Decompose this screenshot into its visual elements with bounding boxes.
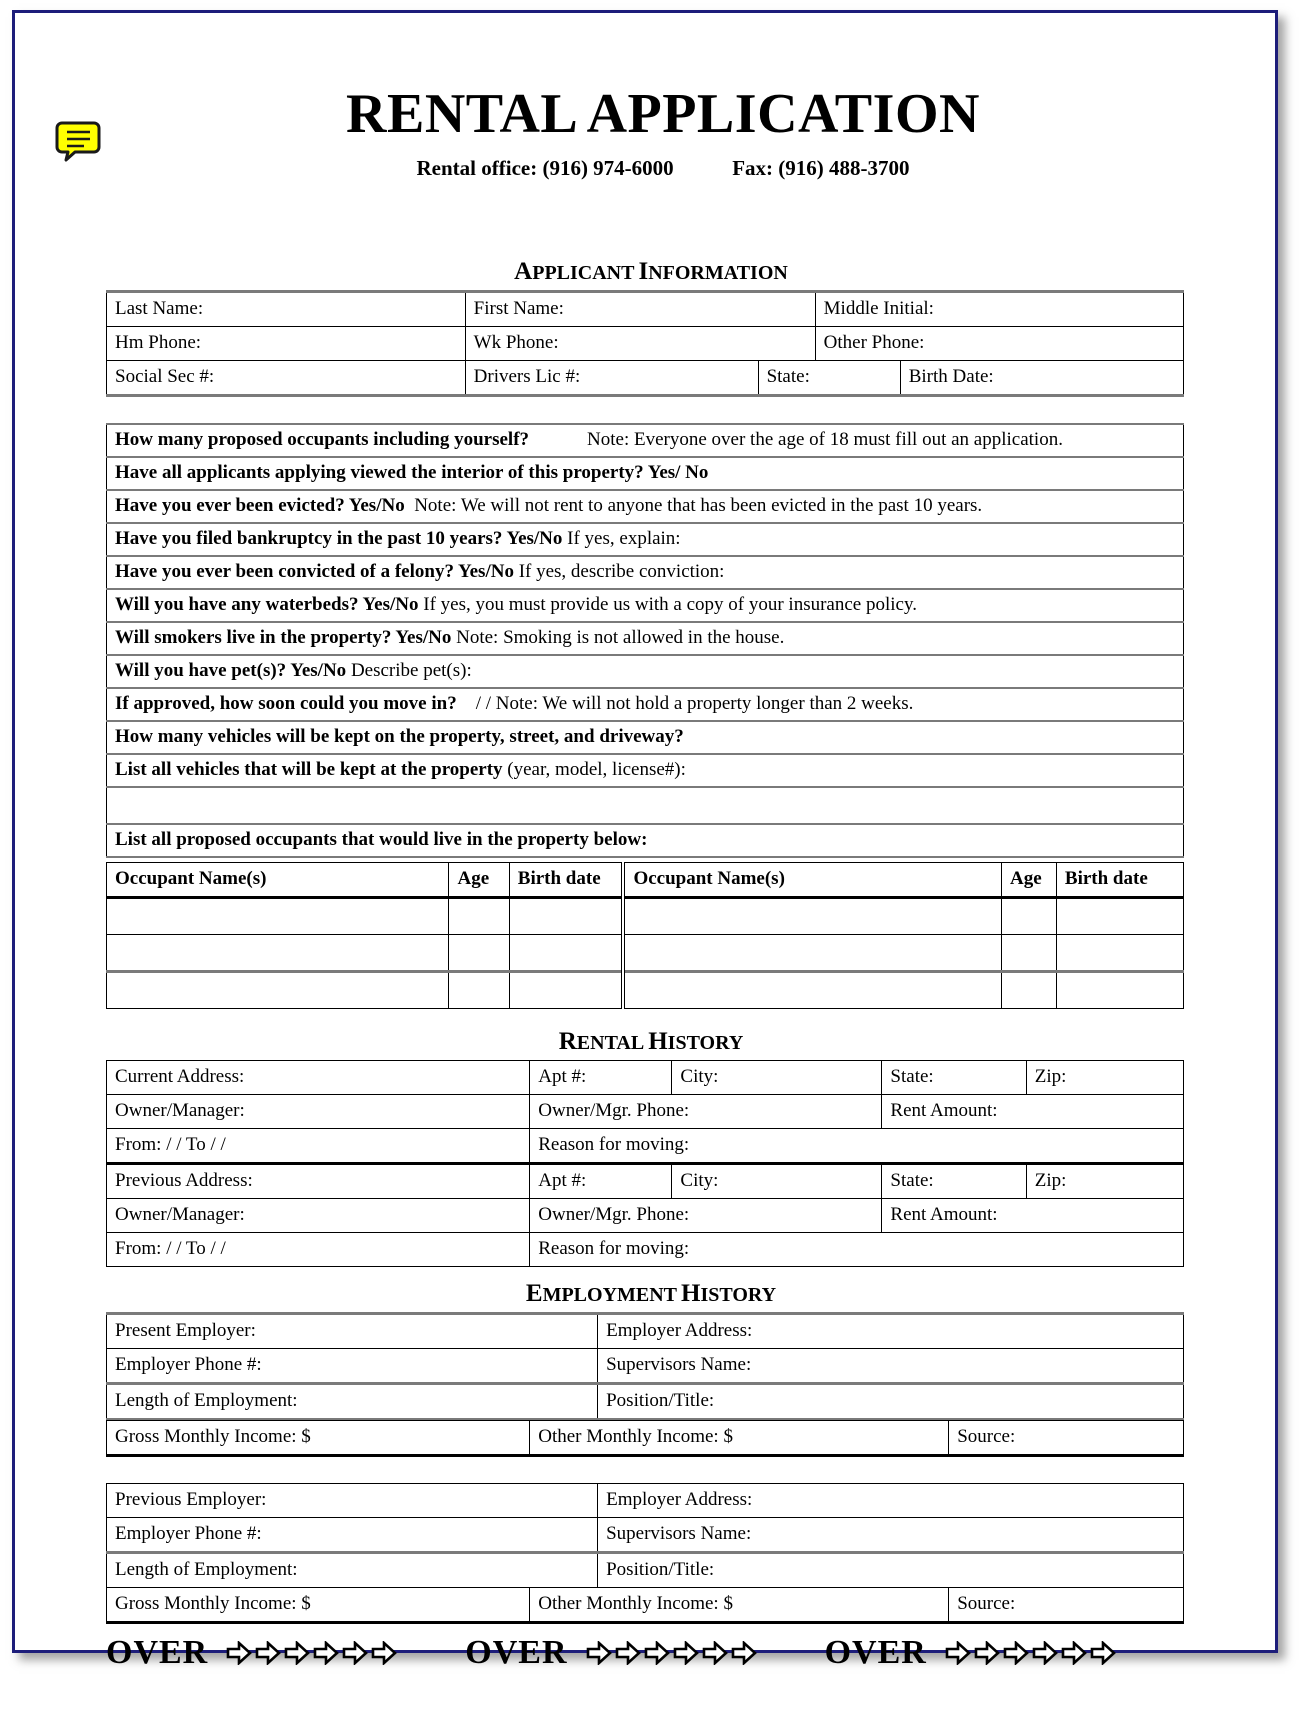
question-label: Have you ever been convicted of a felony? Yes/No: [115, 560, 514, 582]
heading-body: ENTAL: [576, 1031, 645, 1054]
table-row: [107, 1164, 1184, 1198]
field-previous-employer-address[interactable]: Employer Address:: [598, 1483, 1184, 1517]
field-previous-position-title[interactable]: Position/Title:: [598, 1552, 1184, 1587]
table-row: [107, 1232, 1184, 1266]
cell-birth-date[interactable]: [1056, 971, 1183, 1008]
section-heading-employment-history: [15, 1281, 1275, 1306]
field-present-income-source[interactable]: Source:: [949, 1420, 1184, 1455]
question-bankruptcy[interactable]: [107, 523, 1184, 556]
over-group: [106, 1634, 465, 1672]
field-current-address[interactable]: Current Address:: [107, 1060, 530, 1094]
question-label: If approved, how soon could you move in?: [115, 692, 457, 714]
page-title: RENTAL APPLICATION: [346, 83, 980, 145]
field-present-other-income[interactable]: Other Monthly Income: $: [530, 1420, 949, 1455]
employment-previous-table: [106, 1483, 1184, 1588]
field-other-phone[interactable]: Other Phone:: [815, 326, 1183, 360]
heading-body: MPLOYMENT: [542, 1283, 678, 1306]
cell-occupant-name[interactable]: [623, 934, 1001, 971]
heading-body-2: ISTORY: [700, 1283, 777, 1306]
field-home-phone[interactable]: Hm Phone:: [107, 326, 466, 360]
cell-age[interactable]: [1001, 934, 1056, 971]
question-label: Have you filed bankruptcy in the past 10 years? Yes/No: [115, 527, 563, 549]
field-birth-date[interactable]: Birth Date:: [900, 360, 1183, 395]
field-previous-rent-amount[interactable]: Rent Amount:: [882, 1198, 1184, 1232]
column-header-age-1: Age: [449, 862, 509, 897]
field-social-security[interactable]: Social Sec #:: [107, 360, 466, 395]
field-previous-state[interactable]: State:: [882, 1164, 1026, 1198]
question-note: Note: Smoking is not allowed in the house.: [456, 626, 785, 648]
question-felony[interactable]: [107, 556, 1184, 589]
heading-initial-2: H: [681, 1279, 701, 1307]
table-row: [107, 1517, 1184, 1552]
field-previous-income-source[interactable]: Source:: [949, 1587, 1184, 1622]
field-current-city[interactable]: City:: [672, 1060, 882, 1094]
employment-present-income-table: [106, 1420, 1184, 1457]
cell-occupant-name[interactable]: [623, 971, 1001, 1008]
question-evicted[interactable]: [107, 490, 1184, 523]
document-page: [12, 10, 1278, 1671]
field-current-apt[interactable]: Apt #:: [530, 1060, 672, 1094]
right-arrow-outline-icon: [1061, 1641, 1087, 1665]
right-arrow-outline-icon: [255, 1641, 281, 1665]
field-previous-other-income[interactable]: Other Monthly Income: $: [530, 1587, 949, 1622]
question-row: [107, 589, 1184, 622]
field-drivers-license[interactable]: Drivers Lic #:: [465, 360, 758, 395]
right-arrow-outline-icon: [1032, 1641, 1058, 1665]
question-row: [107, 523, 1184, 556]
question-row: [107, 457, 1184, 490]
table-row: [107, 1420, 1184, 1455]
table-row: [107, 1198, 1184, 1232]
question-vehicle-count[interactable]: [107, 721, 1184, 754]
rental-history-previous-table: [106, 1164, 1184, 1199]
arrow-group: [586, 1641, 757, 1665]
question-label: Will you have any waterbeds? Yes/No: [115, 593, 419, 615]
column-header-birth-date-2: Birth date: [1056, 862, 1183, 897]
cell-age[interactable]: [449, 934, 509, 971]
section-heading-rental-history: [15, 1029, 1275, 1054]
field-work-phone[interactable]: Wk Phone:: [465, 326, 815, 360]
column-header-age-2: Age: [1001, 862, 1056, 897]
column-header-occupant-name-2: Occupant Name(s): [623, 862, 1001, 897]
table-row: [107, 897, 1184, 934]
over-group: [825, 1634, 1184, 1672]
question-note: Describe pet(s):: [350, 659, 472, 681]
question-label: List all vehicles that will be kept at the property: [115, 758, 503, 780]
cell-age[interactable]: [449, 971, 509, 1008]
rental-history-current-owner-table: [106, 1094, 1184, 1129]
right-arrow-outline-icon: [342, 1641, 368, 1665]
field-first-name[interactable]: First Name:: [465, 291, 815, 326]
field-previous-owner-manager[interactable]: Owner/Manager:: [107, 1198, 530, 1232]
heading-initial: E: [525, 1279, 543, 1307]
question-label: How many proposed occupants including yourself?: [115, 428, 530, 450]
field-previous-address[interactable]: Previous Address:: [107, 1164, 530, 1198]
rental-office-phone: Rental office: (916) 974-6000: [416, 155, 674, 180]
heading-initial: A: [514, 257, 533, 285]
table-row: [107, 1587, 1184, 1622]
cell-birth-date[interactable]: [1056, 897, 1183, 934]
question-smokers[interactable]: [107, 622, 1184, 655]
field-previous-employer[interactable]: Previous Employer:: [107, 1483, 598, 1517]
question-label: Have all applicants applying viewed the interior of this property? Yes/ No: [115, 461, 709, 483]
vehicle-list-write-in[interactable]: [107, 787, 1184, 824]
question-occupant-count[interactable]: [107, 424, 1184, 457]
question-waterbeds[interactable]: [107, 589, 1184, 622]
field-previous-reason-moving[interactable]: Reason for moving:: [530, 1232, 1184, 1266]
employment-previous-income-table: [106, 1587, 1184, 1624]
applicant-information-table: [106, 290, 1184, 361]
table-row: [107, 934, 1184, 971]
heading-initial: R: [558, 1027, 577, 1055]
table-row: [107, 1094, 1184, 1128]
table-row: [107, 1348, 1184, 1383]
field-previous-gross-income[interactable]: Gross Monthly Income: $: [107, 1587, 530, 1622]
field-middle-initial[interactable]: Middle Initial:: [815, 291, 1183, 326]
right-arrow-outline-icon: [1090, 1641, 1116, 1665]
question-vehicle-list[interactable]: [107, 754, 1184, 787]
over-footer: [106, 1634, 1184, 1672]
question-label: Have you ever been evicted? Yes/No: [115, 494, 405, 516]
question-row: [107, 754, 1184, 787]
field-previous-owner-phone[interactable]: Owner/Mgr. Phone:: [530, 1198, 882, 1232]
field-present-position-title[interactable]: Position/Title:: [598, 1383, 1184, 1419]
question-row: [107, 556, 1184, 589]
cell-occupant-name[interactable]: [107, 897, 449, 934]
table-row: [107, 1483, 1184, 1517]
question-row: [107, 655, 1184, 688]
question-occupant-list-intro[interactable]: [107, 824, 1184, 857]
field-current-reason-moving[interactable]: Reason for moving:: [530, 1128, 1184, 1163]
cell-occupant-name[interactable]: [107, 934, 449, 971]
table-row: [107, 1060, 1184, 1094]
right-arrow-outline-icon: [702, 1641, 728, 1665]
arrow-group: [945, 1641, 1116, 1665]
question-row: [107, 490, 1184, 523]
cell-age[interactable]: [1001, 897, 1056, 934]
proposed-occupants-table: [106, 862, 1184, 1009]
question-note: If yes, describe conviction:: [518, 560, 725, 582]
question-note: If yes, you must provide us with a copy of your insurance policy.: [423, 593, 917, 615]
right-arrow-outline-icon: [974, 1641, 1000, 1665]
cell-birth-date[interactable]: [509, 971, 623, 1008]
field-previous-city[interactable]: City:: [672, 1164, 882, 1198]
rental-history-previous-owner-table: [106, 1198, 1184, 1233]
field-previous-zip[interactable]: Zip:: [1026, 1164, 1183, 1198]
question-row: [107, 622, 1184, 655]
field-current-from-to[interactable]: From: / / To / /: [107, 1128, 530, 1163]
heading-body-2: NFORMATION: [648, 261, 788, 284]
table-row: [107, 1128, 1184, 1163]
heading-body: PPLICANT: [532, 261, 635, 284]
employment-present-table: [106, 1312, 1184, 1421]
field-last-name[interactable]: Last Name:: [107, 291, 466, 326]
field-present-employer[interactable]: Present Employer:: [107, 1313, 598, 1348]
comment-bubble-icon[interactable]: [55, 120, 101, 162]
table-row: [107, 1383, 1184, 1419]
question-note: Note: We will not rent to anyone that has been evicted in the past 10 years.: [414, 494, 983, 516]
field-current-zip[interactable]: Zip:: [1026, 1060, 1183, 1094]
question-row: [107, 688, 1184, 721]
right-arrow-outline-icon: [313, 1641, 339, 1665]
field-current-rent-amount[interactable]: Rent Amount:: [882, 1094, 1184, 1128]
right-arrow-outline-icon: [945, 1641, 971, 1665]
over-group: [465, 1634, 824, 1672]
question-row: [107, 787, 1184, 824]
right-arrow-outline-icon: [615, 1641, 641, 1665]
arrow-group: [226, 1641, 397, 1665]
right-arrow-outline-icon: [586, 1641, 612, 1665]
field-previous-employer-phone[interactable]: Employer Phone #:: [107, 1517, 598, 1552]
field-previous-length-employment[interactable]: Length of Employment:: [107, 1552, 598, 1587]
question-note: Note: Everyone over the age of 18 must fill out an application.: [587, 428, 1063, 450]
table-row: [107, 326, 1184, 360]
field-present-gross-income[interactable]: Gross Monthly Income: $: [107, 1420, 530, 1455]
right-arrow-outline-icon: [644, 1641, 670, 1665]
field-present-employer-phone[interactable]: Employer Phone #:: [107, 1348, 598, 1383]
field-present-employer-address[interactable]: Employer Address:: [598, 1313, 1184, 1348]
field-previous-supervisor[interactable]: Supervisors Name:: [598, 1517, 1184, 1552]
table-row: [107, 971, 1184, 1008]
over-label: OVER: [106, 1633, 209, 1671]
cell-age[interactable]: [449, 897, 509, 934]
right-arrow-outline-icon: [284, 1641, 310, 1665]
table-header-row: [107, 862, 1184, 897]
question-label: How many vehicles will be kept on the property, street, and driveway?: [115, 725, 684, 747]
field-current-state[interactable]: State:: [882, 1060, 1026, 1094]
field-present-supervisor[interactable]: Supervisors Name:: [598, 1348, 1184, 1383]
heading-body-2: ISTORY: [667, 1031, 744, 1054]
question-label: Will smokers live in the property? Yes/No: [115, 626, 452, 648]
table-row: [107, 1313, 1184, 1348]
section-heading-applicant-information: [15, 259, 1275, 284]
cell-birth-date[interactable]: [1056, 934, 1183, 971]
fax-phone: Fax: (916) 488-3700: [732, 155, 910, 180]
right-arrow-outline-icon: [1003, 1641, 1029, 1665]
cell-age[interactable]: [1001, 971, 1056, 1008]
rental-history-previous-dates-table: [106, 1232, 1184, 1267]
heading-initial-2: I: [638, 257, 649, 285]
cell-occupant-name[interactable]: [623, 897, 1001, 934]
applicant-information-table-row3: [106, 360, 1184, 397]
over-label: OVER: [824, 1633, 927, 1671]
question-viewed-interior[interactable]: [107, 457, 1184, 490]
cell-birth-date[interactable]: [509, 897, 623, 934]
field-present-length-employment[interactable]: Length of Employment:: [107, 1383, 598, 1419]
rental-history-current-dates-table: [106, 1128, 1184, 1165]
rental-history-current-table: [106, 1060, 1184, 1095]
over-label: OVER: [465, 1633, 568, 1671]
question-row: [107, 824, 1184, 857]
field-previous-apt[interactable]: Apt #:: [530, 1164, 672, 1198]
table-row: [107, 1552, 1184, 1587]
question-label: List all proposed occupants that would live in the property below:: [115, 828, 648, 850]
right-arrow-outline-icon: [226, 1641, 252, 1665]
question-row: [107, 424, 1184, 457]
field-current-owner-manager[interactable]: Owner/Manager:: [107, 1094, 530, 1128]
cell-occupant-name[interactable]: [107, 971, 449, 1008]
right-arrow-outline-icon: [673, 1641, 699, 1665]
question-move-in-date[interactable]: [107, 688, 1184, 721]
column-header-occupant-name-1: Occupant Name(s): [107, 862, 449, 897]
right-arrow-outline-icon: [731, 1641, 757, 1665]
table-row: [107, 360, 1184, 395]
question-row: [107, 721, 1184, 754]
cell-birth-date[interactable]: [509, 934, 623, 971]
question-note: / / Note: We will not hold a property longer than 2 weeks.: [475, 692, 914, 714]
column-header-birth-date-1: Birth date: [509, 862, 623, 897]
question-pets[interactable]: [107, 655, 1184, 688]
screening-questions-table: [106, 423, 1184, 858]
question-note: (year, model, license#):: [507, 758, 686, 780]
contact-line: [15, 156, 1275, 181]
field-current-owner-phone[interactable]: Owner/Mgr. Phone:: [530, 1094, 882, 1128]
table-row: [107, 291, 1184, 326]
field-state[interactable]: State:: [758, 360, 900, 395]
right-arrow-outline-icon: [371, 1641, 397, 1665]
question-label: Will you have pet(s)? Yes/No: [115, 659, 347, 681]
field-previous-from-to[interactable]: From: / / To / /: [107, 1232, 530, 1266]
question-note: If yes, explain:: [567, 527, 681, 549]
heading-initial-2: H: [648, 1027, 668, 1055]
